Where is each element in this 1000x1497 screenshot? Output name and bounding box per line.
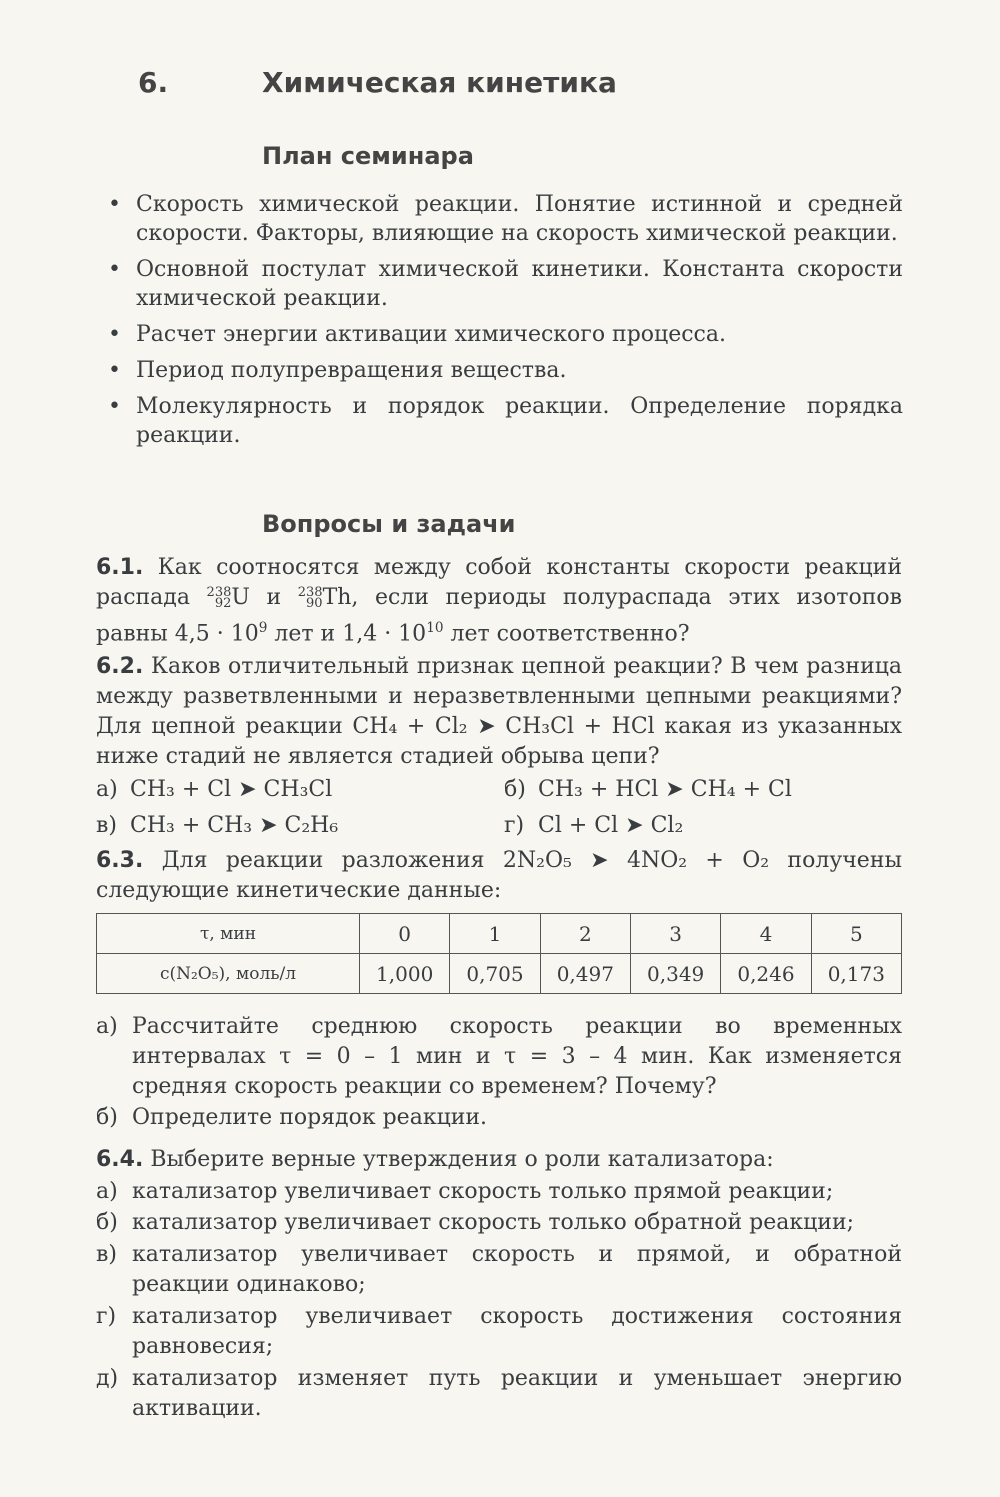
option-g: г) Cl + Cl ➤ Cl₂ — [504, 813, 684, 838]
table-row-header: c(N₂O₅), моль/л — [97, 954, 360, 994]
table-cell: 1,000 — [360, 954, 450, 994]
bullet-icon: • — [108, 322, 121, 347]
table-cell: 0 — [360, 914, 450, 954]
table-cell: 3 — [630, 914, 720, 954]
problem-6-3: 6.3. Для реакции разложения 2N₂O₅ ➤ 4NO₂ + O₂ получены следующие кинетические данные: — [96, 848, 902, 903]
problem-number: 6.4. — [96, 1147, 144, 1172]
bullet-icon: • — [108, 358, 121, 383]
questions-heading: Вопросы и задачи — [262, 510, 516, 538]
chapter-number: 6. — [138, 66, 169, 99]
problem-number: 6.1. — [96, 555, 144, 580]
table-cell: 4 — [721, 914, 811, 954]
plan-item: • Молекулярность и порядок реакции. Определение порядка реакции. — [108, 394, 903, 448]
problem-6-2: 6.2. Каков отличительный признак цепной реакции? В чем разница между разветвленными и неразветвленными цепными реакциями? Для цепной реакции CH₄ + Cl₂ ➤ CH₃Cl + HCl какая из указанных ниже стадий не является стадией обрыва цепи? — [96, 654, 902, 769]
plan-item: • Основной постулат химической кинетики. Константа скорости химической реакции. — [108, 257, 903, 311]
task-item: д) катализатор изменяет путь реакции и уменьшает энергию активации. — [96, 1366, 902, 1421]
bullet-icon: • — [108, 394, 121, 419]
task-item: а) Рассчитайте среднюю скорость реакции во временных интервалах τ = 0 – 1 мин и τ = 3 – 4 мин. Как изменяется средняя скорость реакции со временем? Почему? — [96, 1014, 902, 1099]
bullet-icon: • — [108, 192, 121, 217]
table-cell: 0,497 — [540, 954, 630, 994]
plan-item: • Расчет энергии активации химического процесса. — [108, 322, 726, 347]
chapter-title: Химическая кинетика — [262, 66, 617, 99]
table-row — [97, 954, 902, 994]
plan-item: • Период полупревращения вещества. — [108, 358, 567, 383]
table-cell: 1 — [450, 914, 540, 954]
task-item: г) катализатор увеличивает скорость достижения состояния равновесия; — [96, 1304, 902, 1359]
bullet-icon: • — [108, 257, 121, 282]
problem-number: 6.2. — [96, 654, 144, 679]
plan-list — [108, 190, 903, 457]
option-v: в) CH₃ + CH₃ ➤ C₂H₆ — [96, 813, 339, 838]
plan-item: • Скорость химической реакции. Понятие истинной и средней скорости. Факторы, влияющие на скорость химической реакции. — [108, 192, 903, 246]
table-cell: 2 — [540, 914, 630, 954]
table-cell: 0,246 — [721, 954, 811, 994]
table-row — [97, 914, 902, 954]
table-row-header: τ, мин — [97, 914, 360, 954]
task-item: в) катализатор увеличивает скорость и прямой, и обратной реакции одинаково; — [96, 1242, 902, 1297]
kinetics-table — [96, 913, 902, 994]
table-cell: 0,173 — [811, 954, 901, 994]
task-item: б) Определите порядок реакции. — [96, 1105, 488, 1130]
table-cell: 5 — [811, 914, 901, 954]
table-cell: 0,705 — [450, 954, 540, 994]
problem-6-4: 6.4. Выберите верные утверждения о роли катализатора: — [96, 1147, 774, 1172]
task-item: б) катализатор увеличивает скорость только обратной реакции; — [96, 1210, 855, 1235]
problem-number: 6.3. — [96, 848, 144, 873]
plan-heading: План семинара — [262, 142, 474, 170]
table-cell: 0,349 — [630, 954, 720, 994]
option-a: а) CH₃ + Cl ➤ CH₃Cl — [96, 777, 333, 802]
chapter-heading — [138, 66, 898, 99]
problem-6-1: 6.1. Как соотносятся между собой константы скорости реакций распада 238 92U и 238 90Th, если периоды полураспада этих изотопов равны $4,5 \cdot 10^9$ лет и $1,4 \cdot 10^{10}$ лет соответственно? — [96, 555, 903, 647]
task-item: а) катализатор увеличивает скорость только прямой реакции; — [96, 1179, 834, 1204]
option-b: б) CH₃ + HCl ➤ CH₄ + Cl — [504, 777, 792, 802]
